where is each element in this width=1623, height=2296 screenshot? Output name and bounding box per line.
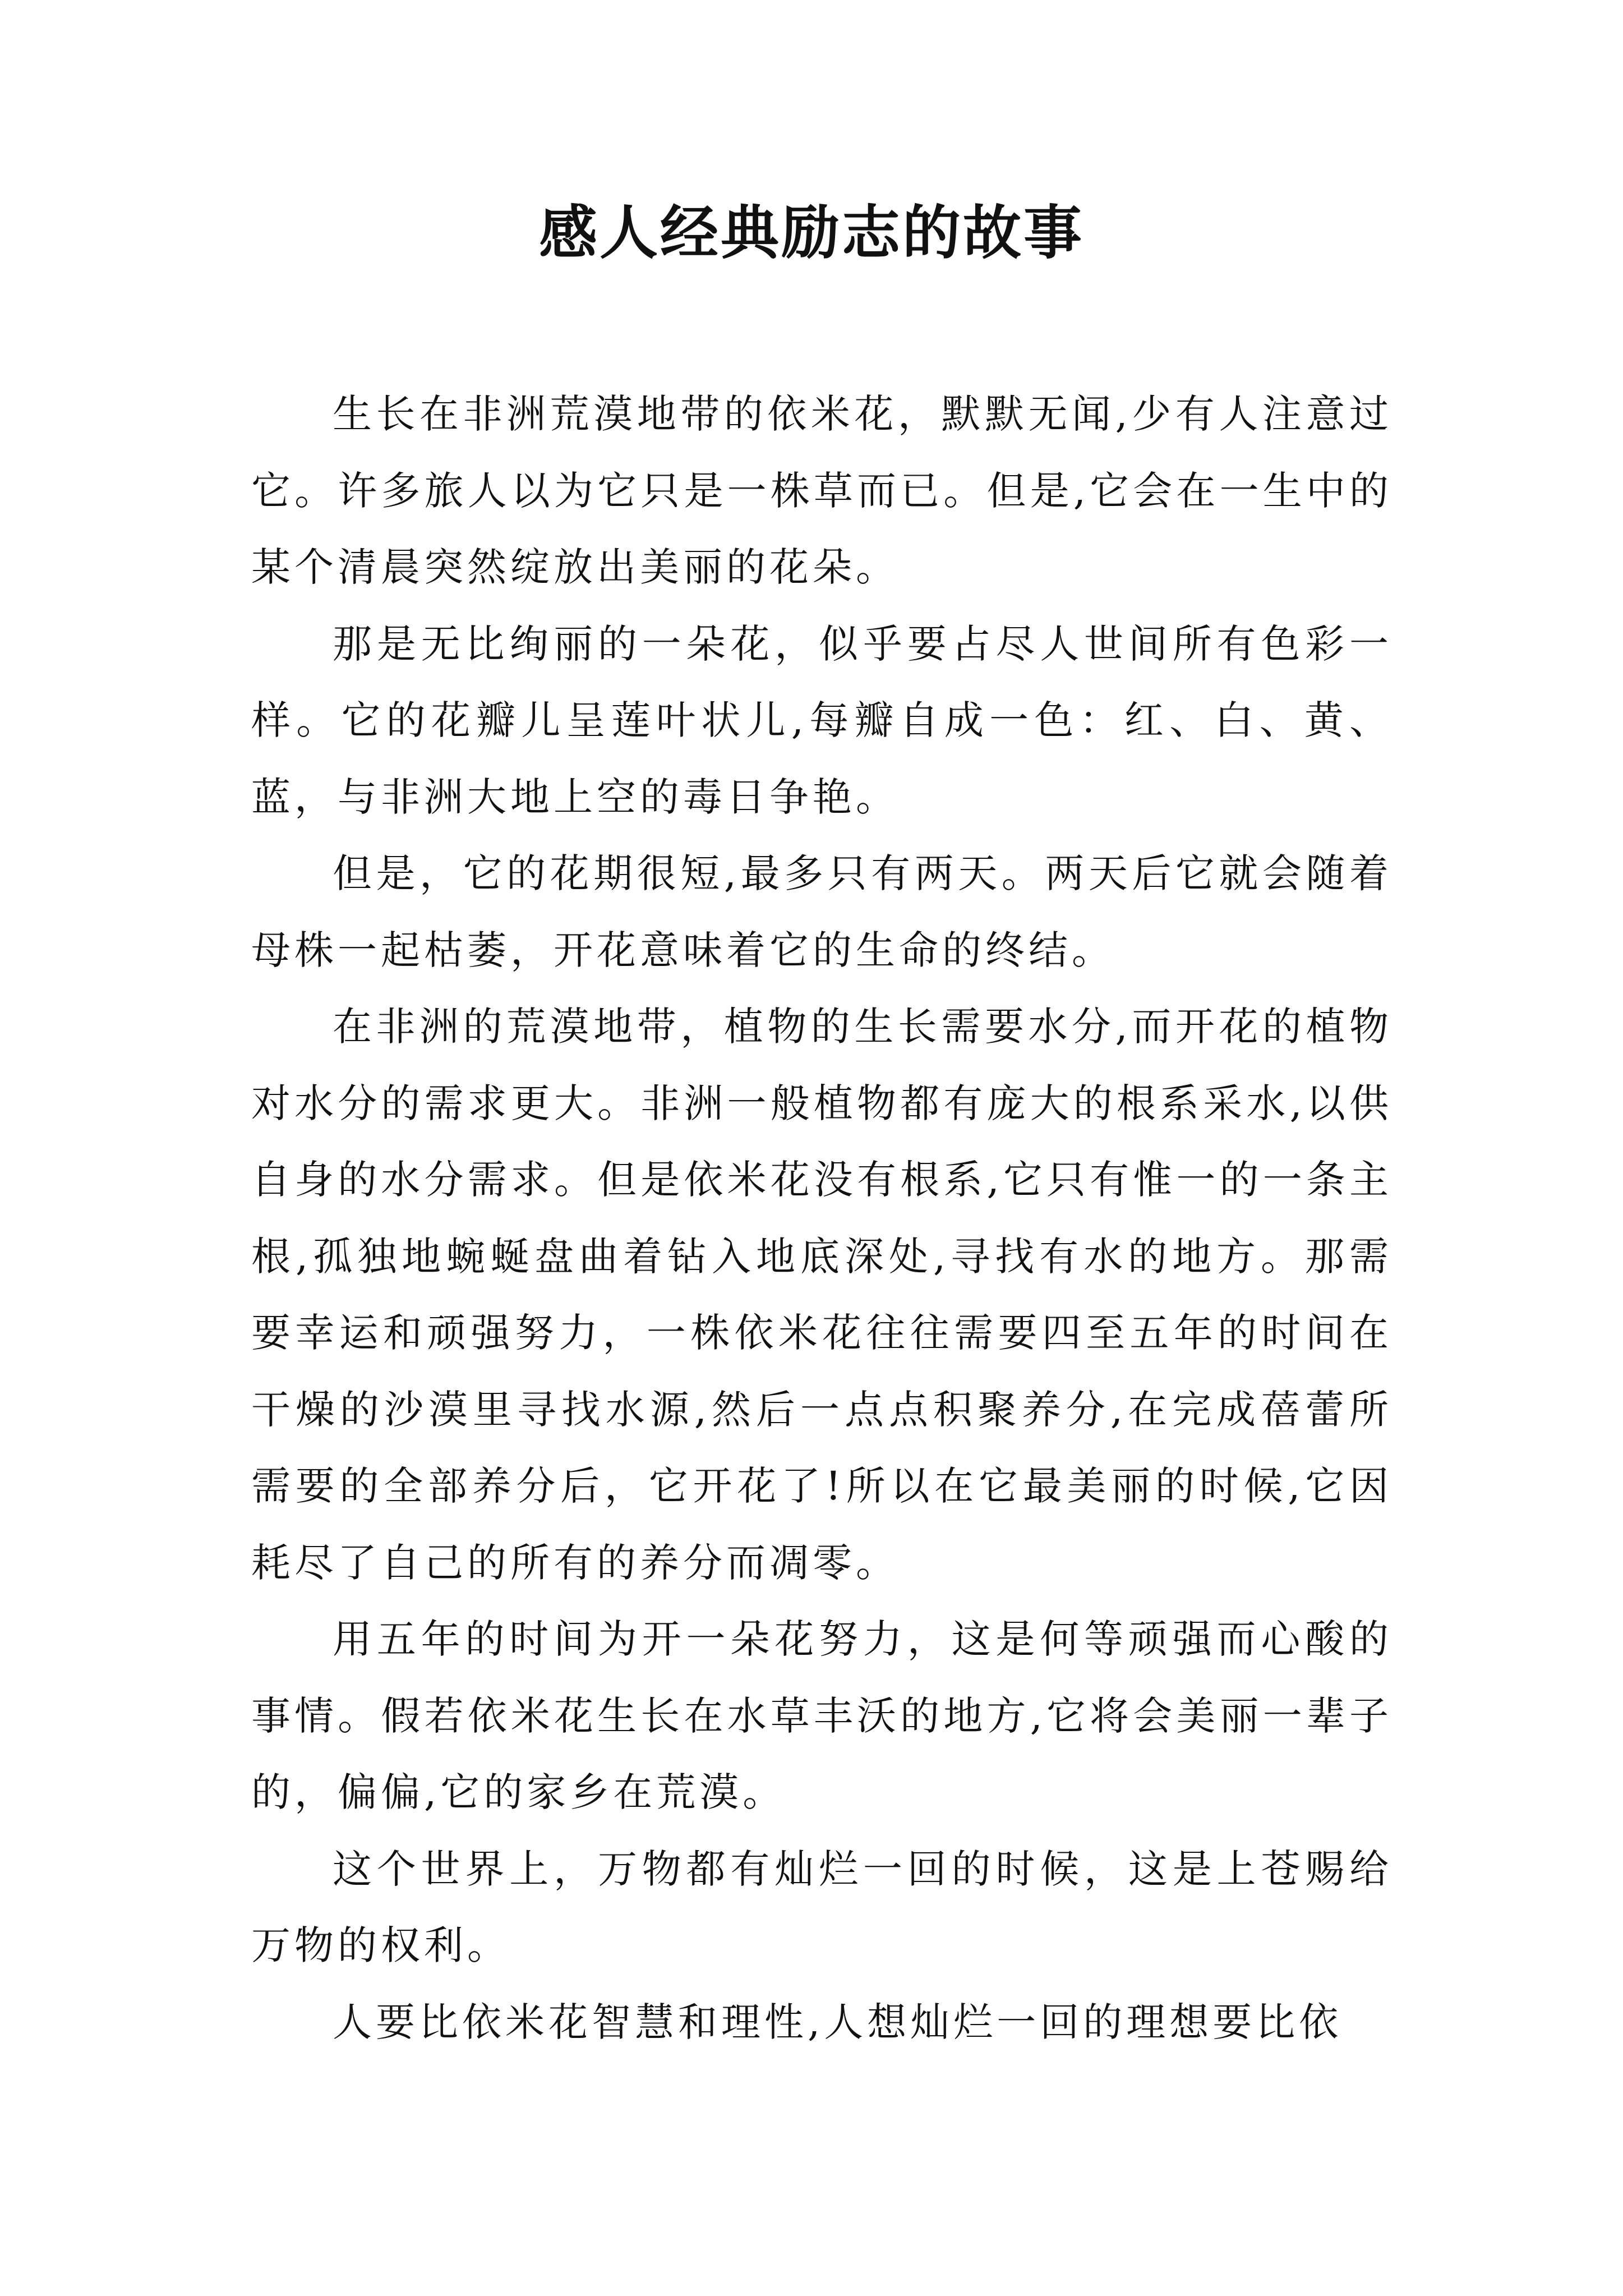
paragraph: 这个世界上，万物都有灿烂一回的时候，这是上苍赐给万物的权利。 <box>251 1846 1393 1968</box>
document-body <box>251 376 1393 2060</box>
document-title: 感人经典励志的故事 <box>538 199 1084 267</box>
paragraph: 在非洲的荒漠地带，植物的生长需要水分,而开花的植物对水分的需求更大。非洲一般植物都有庞大的根系采水,以供自身的水分需求。但是依米花没有根系,它只有惟一的一条主根,孤独地蜿蜒盘曲着钻入地底深处,寻找有水的地方。那需要幸运和顽强努力，一株依米花往往需要四至五年的时间在干燥的沙漠里寻找水源,然后一点点积聚养分,在完成蓓蕾所需要的全部养分后，它开花了!所以在它最美丽的时候,它因耗尽了自己的所有的养分而凋零。 <box>251 1004 1393 1586</box>
paragraph: 但是，它的花期很短,最多只有两天。两天后它就会随着母株一起枯萎，开花意味着它的生命的终结。 <box>251 850 1393 973</box>
paragraph: 人要比依米花智慧和理性,人想灿烂一回的理想要比依 <box>333 1999 1343 2045</box>
paragraph: 那是无比绚丽的一朵花，似乎要占尽人世间所有色彩一样。它的花瓣儿呈莲叶状儿,每瓣自成一色：红、白、黄、蓝，与非洲大地上空的毒日争艳。 <box>251 620 1393 820</box>
paragraph: 用五年的时间为开一朵花努力，这是何等顽强而心酸的事情。假若依米花生长在水草丰沃的地方,它将会美丽一辈子的，偏偏,它的家乡在荒漠。 <box>251 1616 1393 1815</box>
paragraph: 生长在非洲荒漠地带的依米花，默默无闻,少有人注意过它。许多旅人以为它只是一株草而已。但是,它会在一生中的某个清晨突然绽放出美丽的花朵。 <box>251 391 1393 590</box>
